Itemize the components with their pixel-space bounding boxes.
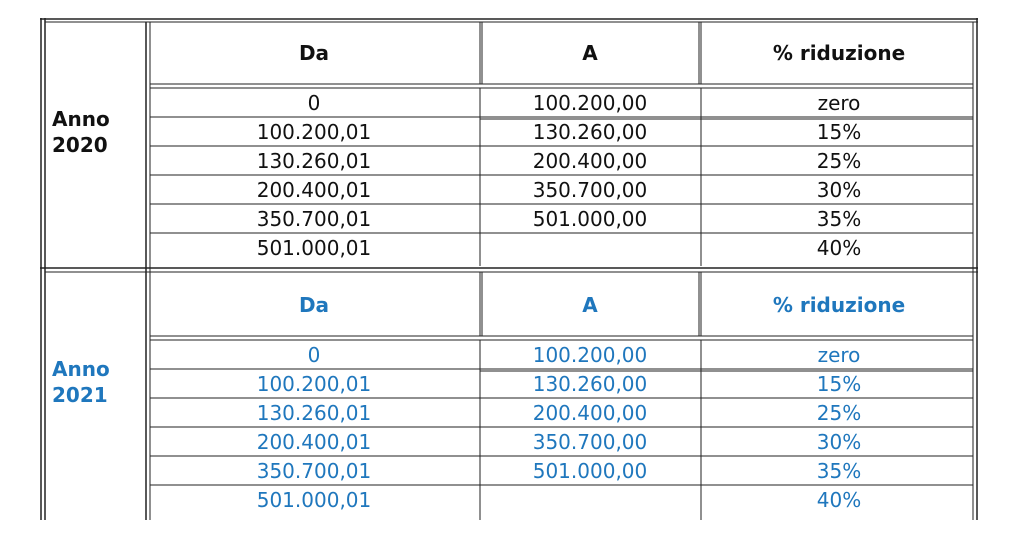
year-label-number: 2020 xyxy=(52,133,108,157)
cell-from: 501.000,01 xyxy=(256,487,372,512)
table-row xyxy=(148,233,978,262)
cell-reduction: 25% xyxy=(816,148,862,173)
cell-to: 350.700,00 xyxy=(532,429,648,454)
header-to: A xyxy=(582,41,598,65)
cell-to: 130.260,00 xyxy=(532,119,648,144)
cell-to: 350.700,00 xyxy=(532,177,648,202)
table-row xyxy=(148,88,978,117)
table-row xyxy=(148,175,978,204)
cell-reduction: 25% xyxy=(816,400,862,425)
table-row xyxy=(148,456,978,485)
header-to: A xyxy=(582,293,598,317)
cell-reduction: zero xyxy=(817,342,861,367)
cell-from: 350.700,01 xyxy=(256,458,372,483)
cell-reduction: 15% xyxy=(816,371,862,396)
table-row xyxy=(148,204,978,233)
table-row xyxy=(148,398,978,427)
table-row xyxy=(148,340,978,369)
table-row xyxy=(148,369,978,398)
year-label-number: 2021 xyxy=(52,383,108,407)
cell-from: 200.400,01 xyxy=(256,429,372,454)
header-reduction: % riduzione xyxy=(772,293,906,317)
reduction-table xyxy=(40,18,978,520)
cell-to: 200.400,00 xyxy=(532,148,648,173)
cell-to: 200.400,00 xyxy=(532,400,648,425)
header-row-2021 xyxy=(148,274,978,336)
cell-from: 501.000,01 xyxy=(256,235,372,260)
year-label-2021 xyxy=(52,356,110,408)
cell-to: 100.200,00 xyxy=(532,90,648,115)
table-row xyxy=(148,117,978,146)
table-row xyxy=(148,146,978,175)
year-label-2020 xyxy=(52,106,110,158)
table-row xyxy=(148,485,978,514)
year-block-2020 xyxy=(40,18,978,270)
year-label-word: Anno xyxy=(52,107,110,131)
cell-from: 130.260,01 xyxy=(256,148,372,173)
cell-from: 100.200,01 xyxy=(256,371,372,396)
cell-from: 350.700,01 xyxy=(256,206,372,231)
cell-reduction: 30% xyxy=(816,177,862,202)
cell-to: 501.000,00 xyxy=(532,206,648,231)
table-row xyxy=(148,427,978,456)
year-block-2021 xyxy=(40,270,978,520)
cell-reduction: 35% xyxy=(816,206,862,231)
cell-to xyxy=(480,485,700,514)
cell-from: 100.200,01 xyxy=(256,119,372,144)
cell-reduction: 30% xyxy=(816,429,862,454)
cell-reduction: 40% xyxy=(816,235,862,260)
year-label-word: Anno xyxy=(52,357,110,381)
cell-from: 200.400,01 xyxy=(256,177,372,202)
header-reduction: % riduzione xyxy=(772,41,906,65)
cell-from: 0 xyxy=(307,342,321,367)
cell-to: 100.200,00 xyxy=(532,342,648,367)
cell-reduction: 35% xyxy=(816,458,862,483)
cell-reduction: 40% xyxy=(816,487,862,512)
cell-reduction: 15% xyxy=(816,119,862,144)
cell-reduction: zero xyxy=(817,90,861,115)
cell-from: 130.260,01 xyxy=(256,400,372,425)
header-from: Da xyxy=(298,293,330,317)
cell-to: 501.000,00 xyxy=(532,458,648,483)
cell-from: 0 xyxy=(307,90,321,115)
header-row-2020 xyxy=(148,22,978,84)
cell-to: 130.260,00 xyxy=(532,371,648,396)
header-from: Da xyxy=(298,41,330,65)
cell-to xyxy=(480,233,700,262)
